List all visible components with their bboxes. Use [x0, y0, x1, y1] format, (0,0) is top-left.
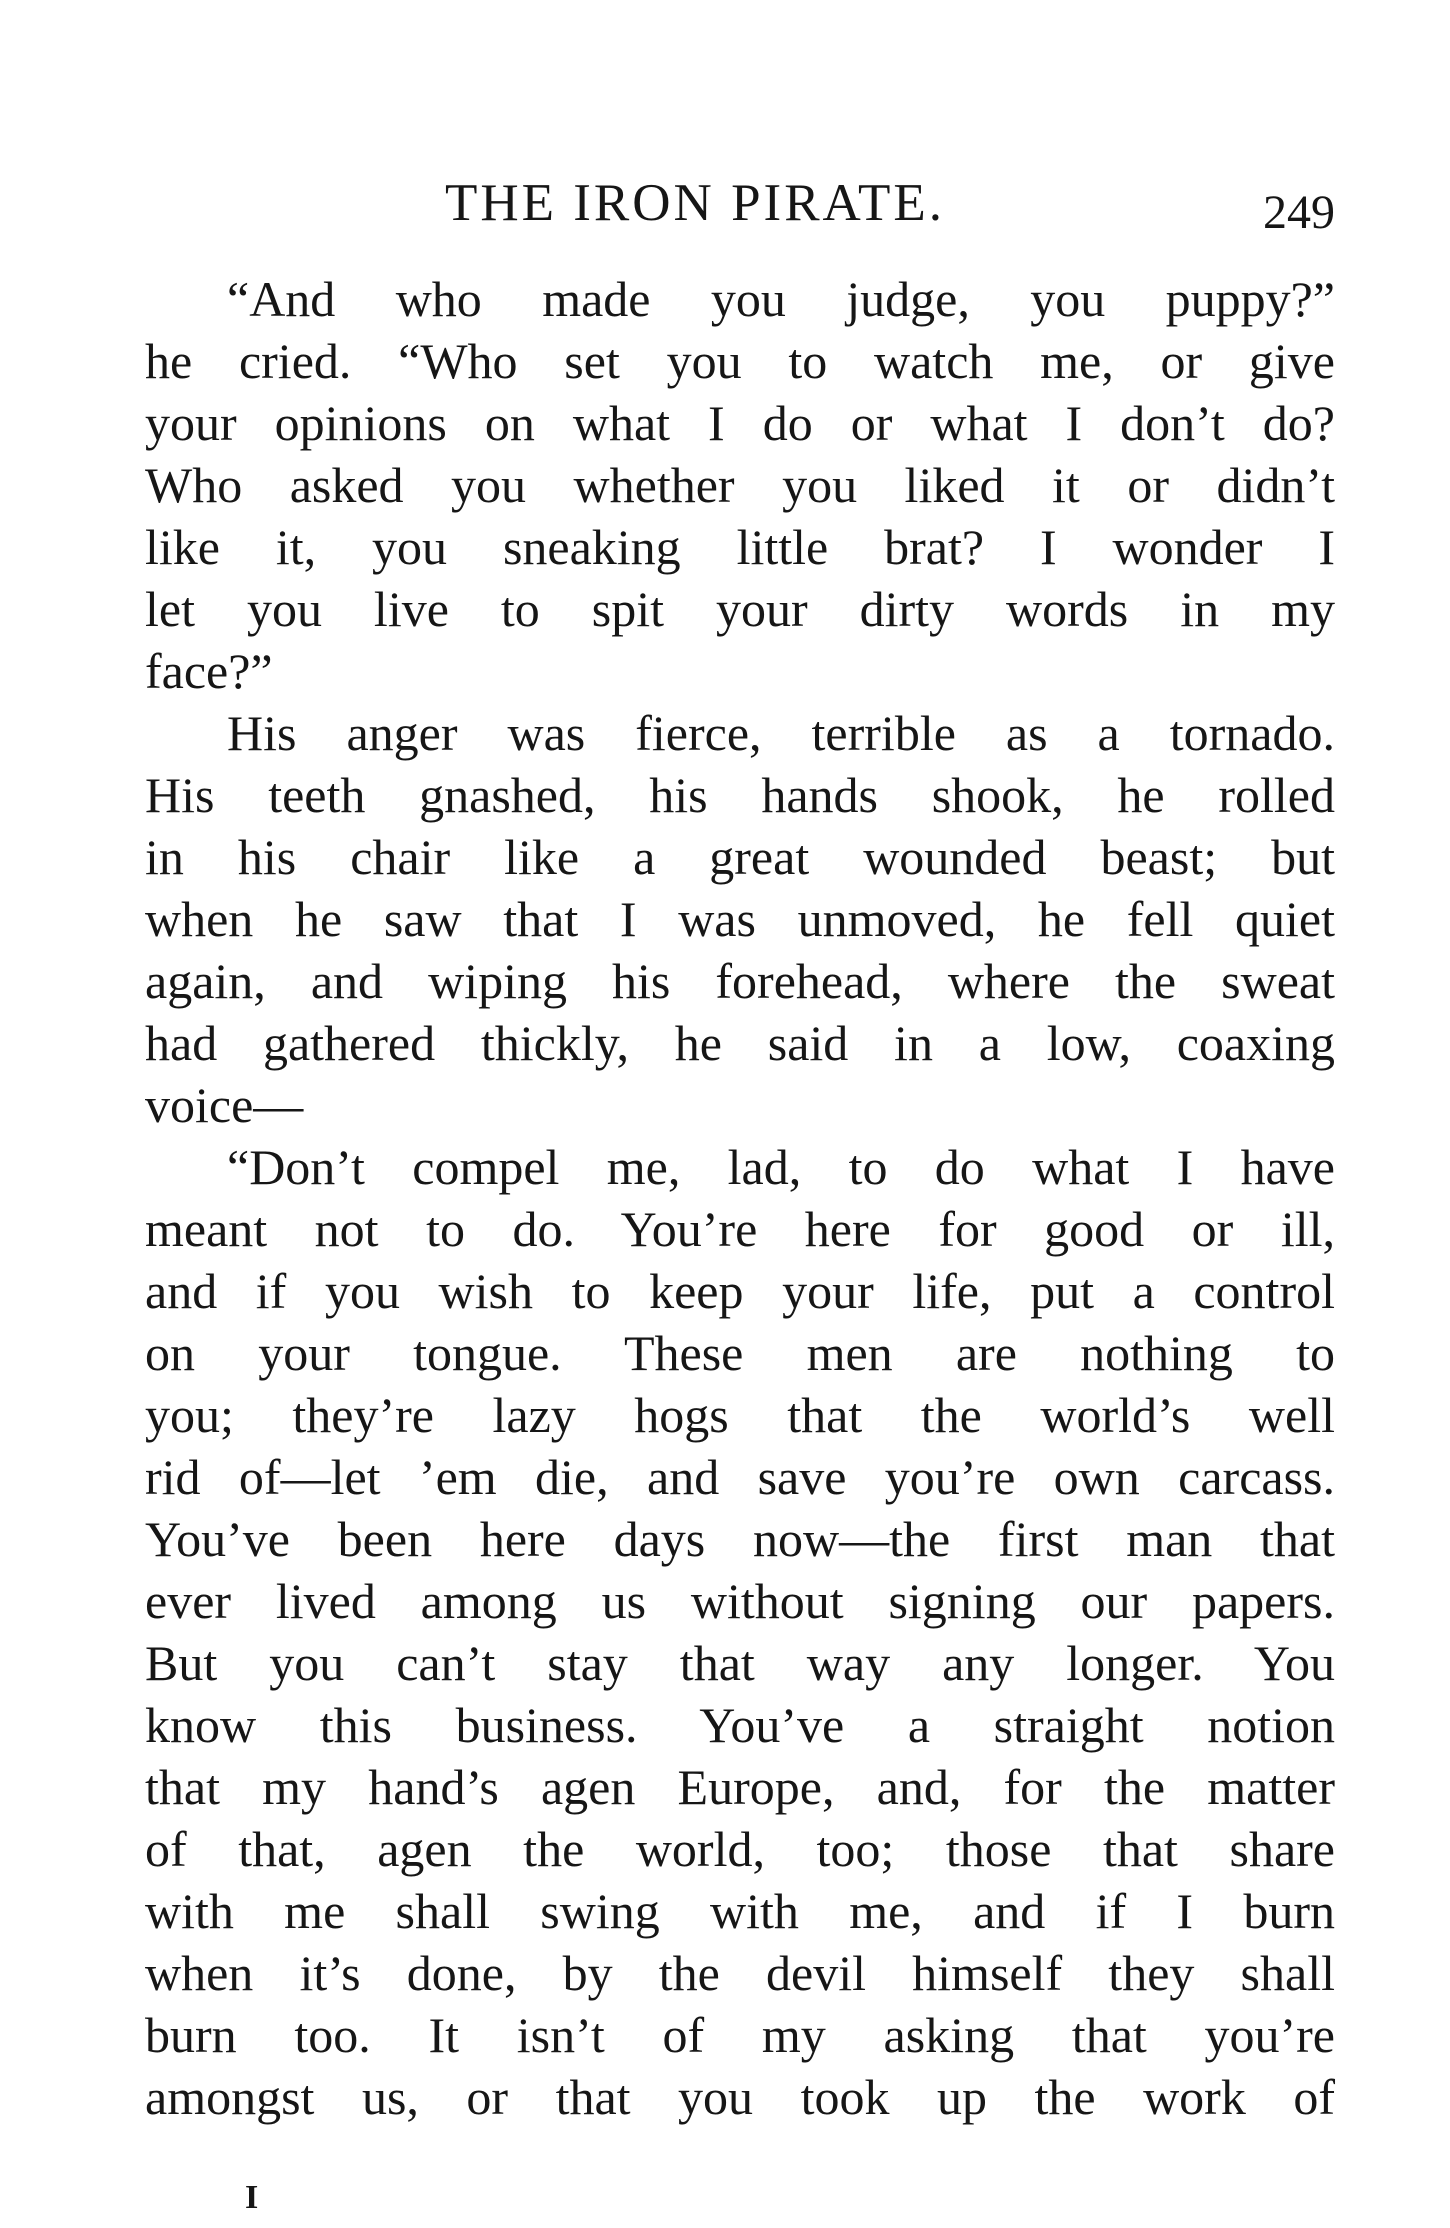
text-line: when it’s done, by the devil himself they shall	[145, 1945, 1335, 2001]
text-line: meant not to do. You’re here for good or ill,	[145, 1201, 1335, 1257]
body-text	[145, 268, 1335, 2128]
text-line: he cried. “Who set you to watch me, or give	[145, 333, 1335, 389]
text-line: “Don’t compel me, lad, to do what I have	[227, 1139, 1335, 1195]
running-title: THE IRON PIRATE.	[445, 174, 945, 232]
text-line: and if you wish to keep your life, put a control	[145, 1263, 1335, 1319]
text-line: that my hand’s agen Europe, and, for the matter	[145, 1759, 1335, 1815]
text-line: rid of—let ’em die, and save you’re own carcass.	[145, 1449, 1335, 1505]
text-line: your opinions on what I do or what I don’t do?	[145, 395, 1335, 451]
text-line: amongst us, or that you took up the work of	[145, 2069, 1335, 2125]
text-line: with me shall swing with me, and if I burn	[145, 1883, 1335, 1939]
text-line: voice—	[145, 1077, 304, 1133]
text-line: burn too. It isn’t of my asking that you’re	[145, 2007, 1335, 2063]
text-line: again, and wiping his forehead, where the sweat	[145, 953, 1335, 1009]
text-line: know this business. You’ve a straight notion	[145, 1697, 1335, 1753]
page-header	[145, 168, 1335, 238]
text-line: You’ve been here days now—the first man that	[145, 1511, 1335, 1567]
text-line: His teeth gnashed, his hands shook, he rolled	[145, 767, 1335, 823]
text-line: ever lived among us without signing our papers.	[145, 1573, 1335, 1629]
page-number: 249	[1263, 186, 1335, 239]
text-line: like it, you sneaking little brat? I wonder I	[145, 519, 1335, 575]
text-line: in his chair like a great wounded beast; but	[145, 829, 1335, 885]
text-line: face?”	[145, 643, 273, 699]
text-line: let you live to spit your dirty words in my	[145, 581, 1335, 637]
text-line: when he saw that I was unmoved, he fell quiet	[145, 891, 1335, 947]
text-line: had gathered thickly, he said in a low, coaxing	[145, 1015, 1335, 1071]
signature-mark: I	[245, 2179, 259, 2216]
text-line: “And who made you judge, you puppy?”	[227, 271, 1335, 327]
text-line: you; they’re lazy hogs that the world’s well	[145, 1387, 1335, 1443]
text-line: on your tongue. These men are nothing to	[145, 1325, 1335, 1381]
text-line: Who asked you whether you liked it or didn’t	[145, 457, 1335, 513]
text-line: But you can’t stay that way any longer. You	[145, 1635, 1335, 1691]
text-line: of that, agen the world, too; those that share	[145, 1821, 1335, 1877]
text-line: His anger was fierce, terrible as a tornado.	[227, 705, 1335, 761]
